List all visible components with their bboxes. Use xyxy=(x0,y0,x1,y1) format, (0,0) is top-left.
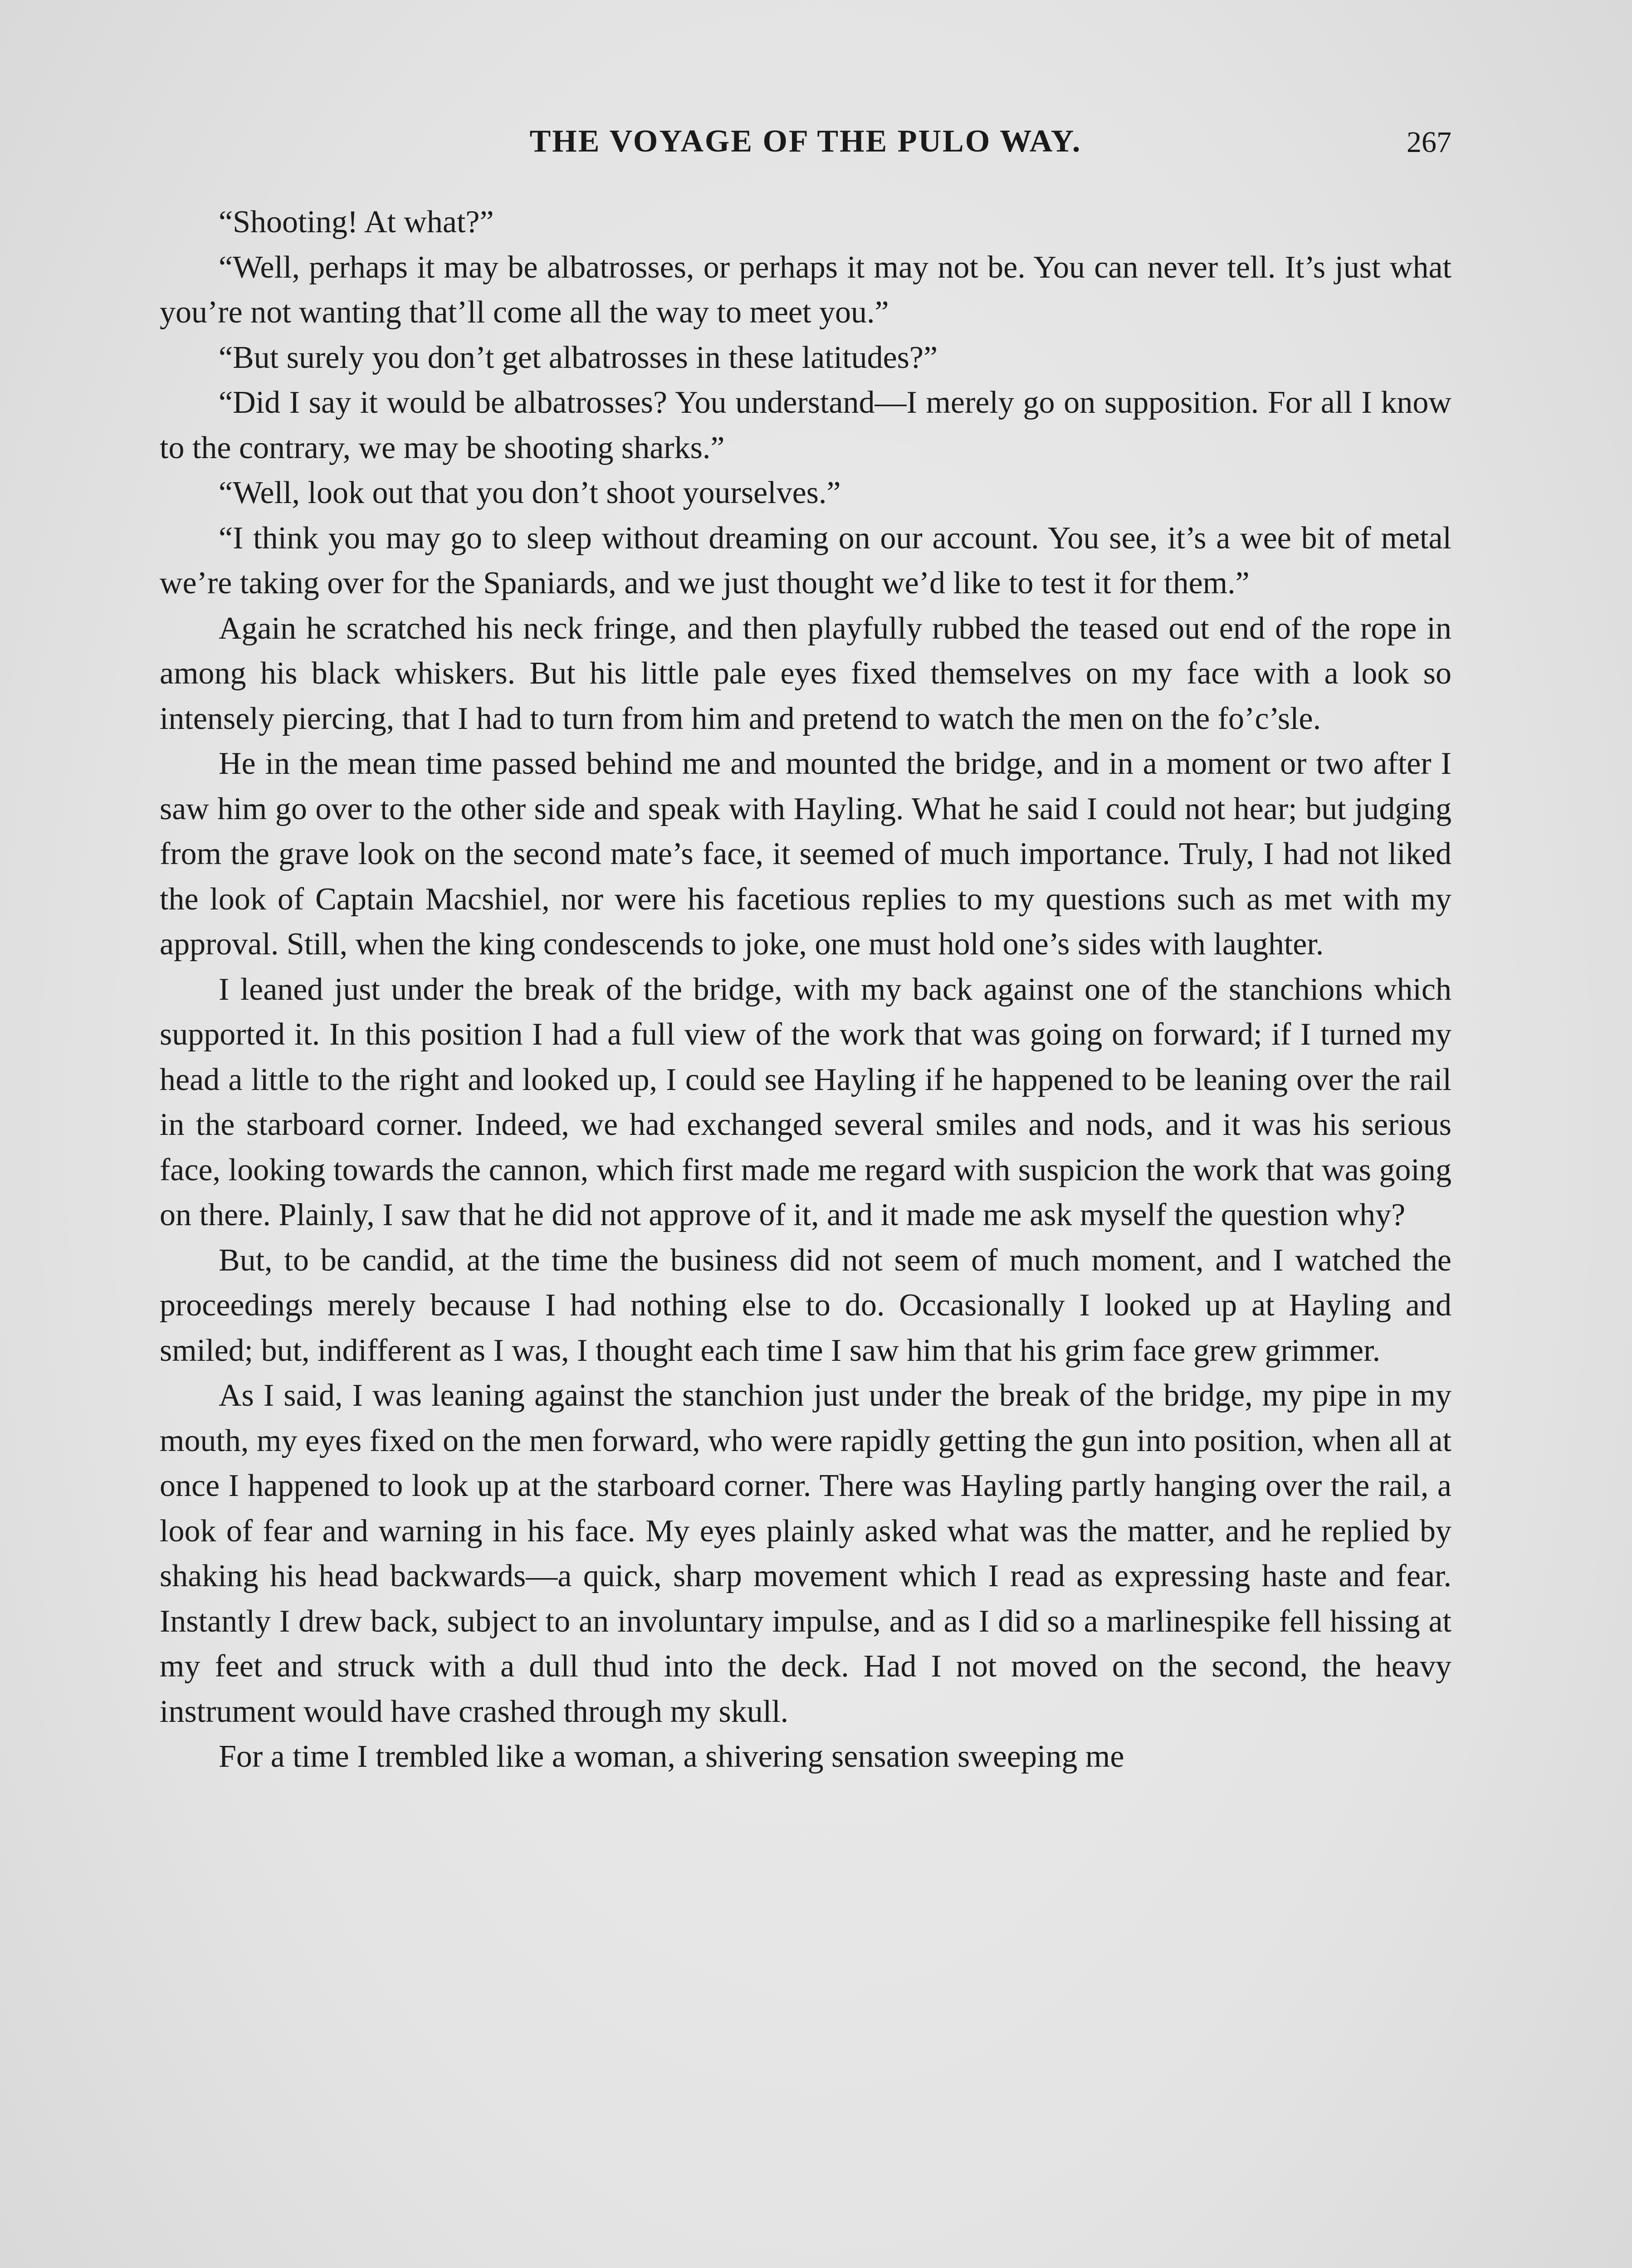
paragraph: “Shooting! At what?” xyxy=(219,205,494,240)
paragraph: Again he scratched his neck fringe, and then playfully rubbed the teased out end of the rope in among his black whiskers. But his little pale eyes fixed themselves on my face with a look so intensely piercing, that I had to turn from him and pretend to watch the men on the fo’c’sle. xyxy=(160,611,1451,736)
paragraph: For a time I trembled like a woman, a shivering sensation sweeping me xyxy=(219,1739,1124,1774)
running-title: THE VOYAGE OF THE PULO WAY. xyxy=(529,124,1082,159)
paragraph: I leaned just under the break of the bridge, with my back against one of the stanchions which supported it. In this position I had a full view of the work that was going on forward; if I turned my head a little to the right and looked up, I could see Hayling if he happened to be leaning over the rail in the starboard corner. Indeed, we had exchanged several smiles and nods, and it was his serious face, looking towards the cannon, which first made me regard with suspicion the work that was going on there. Plainly, I saw that he did not approve of it, and it made me ask myself the question why? xyxy=(160,972,1451,1232)
paragraph: But, to be candid, at the time the business did not seem of much moment, and I watched the proceedings merely because I had nothing else to do. Occasionally I looked up at Hayling and smiled; but, indifferent as I was, I thought each time I saw him that his grim face grew grimmer. xyxy=(160,1242,1451,1368)
paragraph: As I said, I was leaning against the stanchion just under the break of the bridge, my pipe in my mouth, my eyes fixed on the men forward, who were rapidly getting the gun into position, when all at once I happened to look up at the starboard corner. There was Hayling partly hanging over the rail, a look of fear and warning in his face. My eyes plainly asked what was the matter, and he replied by shaking his head backwards—a quick, sharp movement which I read as expressing haste and fear. Instantly I drew back, subject to an involuntary impulse, and as I did so a marlinespike fell hissing at my feet and struck with a dull thud into the deck. Had I not moved on the second, the heavy instrument would have crashed through my skull. xyxy=(160,1378,1451,1729)
paragraph: “But surely you don’t get albatrosses in these latitudes?” xyxy=(219,340,938,375)
paragraph: “Well, perhaps it may be albatrosses, or perhaps it may not be. You can never tell. It’s just what you’re not wanting that’ll come all the way to meet you.” xyxy=(160,249,1451,330)
paragraph: “Did I say it would be albatrosses? You understand—I merely go on supposition. For all I know to the contrary, we may be shooting sharks.” xyxy=(160,385,1451,465)
body-text xyxy=(160,200,1451,1779)
paragraph: “Well, look out that you don’t shoot yourselves.” xyxy=(219,475,841,510)
page-header xyxy=(160,123,1451,178)
paragraph: “I think you may go to sleep without dreaming on our account. You see, it’s a wee bit of metal we’re taking over for the Spaniards, and we just thought we’d like to test it for them.” xyxy=(160,520,1451,601)
paragraph: He in the mean time passed behind me and mounted the bridge, and in a moment or two after I saw him go over to the other side and speak with Hayling. What he said I could not hear; but judging from the grave look on the second mate’s face, it seemed of much importance. Truly, I had not liked the look of Captain Macshiel, nor were his facetious replies to my questions such as met with my approval. Still, when the king condescends to joke, one must hold one’s sides with laughter. xyxy=(160,746,1451,962)
page-number: 267 xyxy=(1407,126,1451,159)
